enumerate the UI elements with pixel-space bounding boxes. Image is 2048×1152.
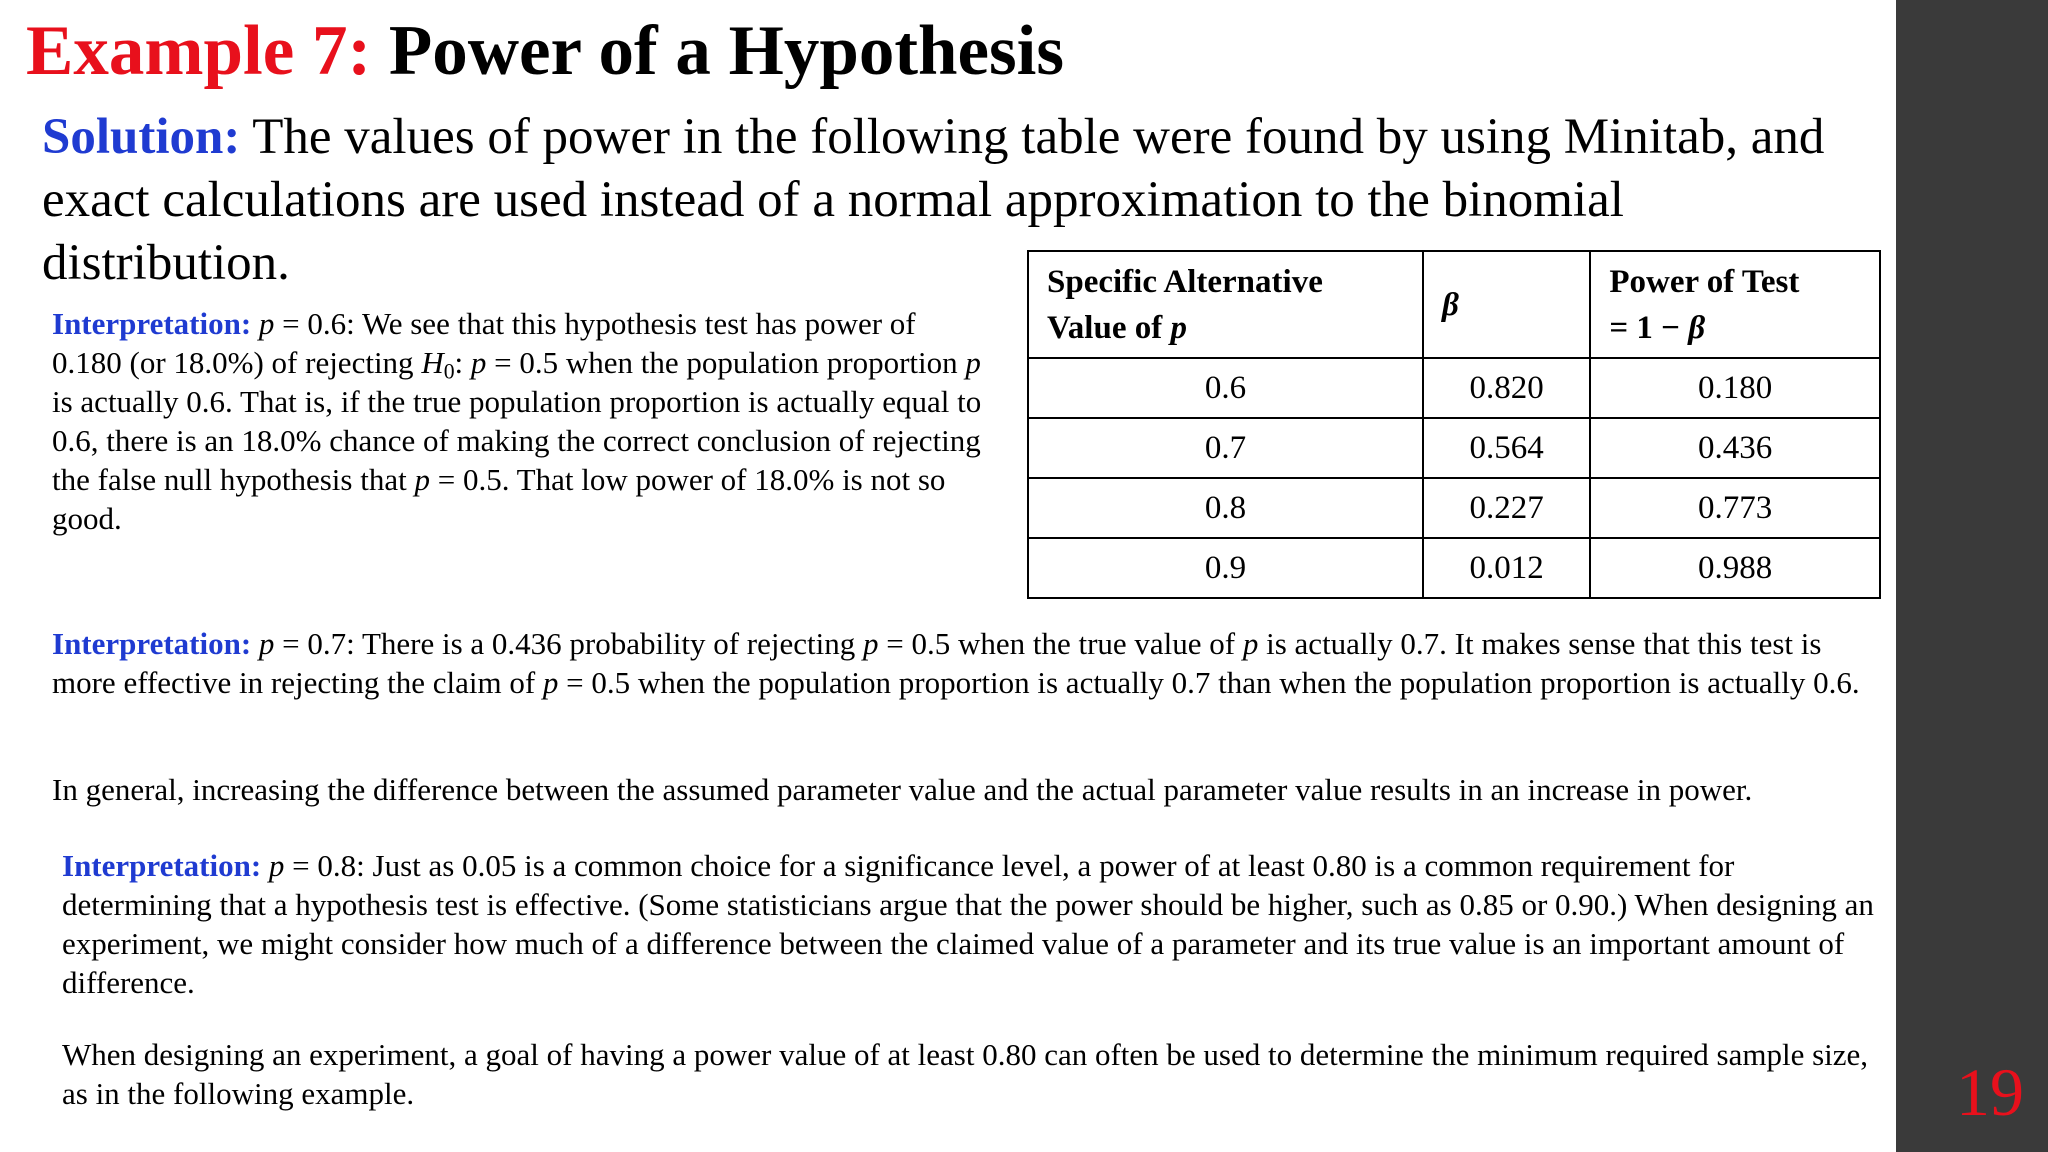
interp-text: = 0.5 when the true value of [878,626,1243,661]
cell-p: 0.9 [1028,538,1423,598]
interp-text: = 0.7: There is a 0.436 probability of rejecting [274,626,863,661]
interpretation-label: Interpretation: [62,848,262,883]
header-alternative-value [1028,251,1423,358]
header-text: Specific Alternative [1047,263,1323,300]
title-prefix: Example 7: [26,12,372,90]
cell-beta: 0.820 [1423,358,1590,418]
cell-power: 0.773 [1590,478,1880,538]
interpretation-label: Interpretation: [52,626,252,661]
interp-text: : [454,345,471,380]
title-main: Power of a Hypothesis [388,12,1064,90]
power-table [1027,250,1881,599]
var-p: p [268,848,285,883]
interpretation-p08 [62,846,1882,1002]
var-p: p [542,665,559,700]
cell-p: 0.6 [1028,358,1423,418]
table-row [1028,478,1880,538]
interp-text: is actually 0.7. It makes sense that this test is more effective in rejecting the claim of [52,626,1822,700]
beta-symbol: β [1688,309,1706,346]
interp-text: = 0.5. That low power of 18.0% is not so good. [52,462,946,536]
cell-p: 0.7 [1028,418,1423,478]
goal-paragraph: When designing an experiment, a goal of having a power value of at least 0.80 can often be used to determine the minimum required sample size, as in the following example. [62,1037,1869,1111]
interp-text: = 0.5 when the population proportion [486,345,966,380]
table-row [1028,538,1880,598]
var-p: p [1242,626,1259,661]
header-beta [1423,251,1590,358]
cell-beta: 0.564 [1423,418,1590,478]
header-text: Value of [1047,309,1171,346]
general-paragraph: In general, increasing the difference between the assumed parameter value and the actual parameter value results in an increase in power. [52,772,1753,807]
sidebar-panel [1896,0,2048,1152]
interpretation-p07 [52,624,1882,702]
subscript-zero: 0 [443,359,455,384]
header-power [1590,251,1880,358]
slide-title [26,12,1064,90]
slide-number: 19 [1956,1054,2024,1130]
header-text: Power of Test [1609,263,1800,300]
cell-power: 0.180 [1590,358,1880,418]
var-p: p [965,345,981,380]
cell-beta: 0.012 [1423,538,1590,598]
interp-text: = 0.8: Just as 0.05 is a common choice for a significance level, a power of at least 0.80 is a common requirement for determining that a hypothesis test is effective. (Some statisticians argue that the power should be higher, such as 0.85 or 0.90.) When designing an experiment, we might consider how much of a difference between the claimed value of a parameter and its true value is an important amount of difference. [62,848,1874,1000]
interp-text: is actually 0.6. That is, if the true population proportion is actually equal to 0.6, there is an 18.0% chance of making the correct conclusion of rejecting the false null hypothesis that [52,384,982,497]
var-p: p [862,626,879,661]
var-p: p [414,462,430,497]
table-header-row [1028,251,1880,358]
cell-power: 0.988 [1590,538,1880,598]
interpretation-label: Interpretation: [52,306,252,341]
var-p: p [470,345,487,380]
beta-symbol: β [1441,286,1459,323]
solution-text: The values of power in the following table were found by using Minitab, and exact calculations are used instead of a normal approximation to the binomial distribution. [42,109,1825,291]
solution-label: Solution: [42,109,241,165]
var-h: H [421,345,444,380]
interp-text: = 0.6: We see that this hypothesis test has power of 0.180 (or 18.0%) of rejecting [52,306,916,380]
var-p: p [1170,309,1187,346]
cell-p: 0.8 [1028,478,1423,538]
cell-beta: 0.227 [1423,478,1590,538]
var-p: p [258,626,275,661]
cell-power: 0.436 [1590,418,1880,478]
interpretation-p06 [52,304,992,538]
interp-text: = 0.5 when the population proportion is actually 0.7 than when the population proportion is actually 0.6. [558,665,1860,700]
header-text: = 1 − [1609,309,1689,346]
table-row [1028,358,1880,418]
table-row [1028,418,1880,478]
var-p: p [258,306,275,341]
